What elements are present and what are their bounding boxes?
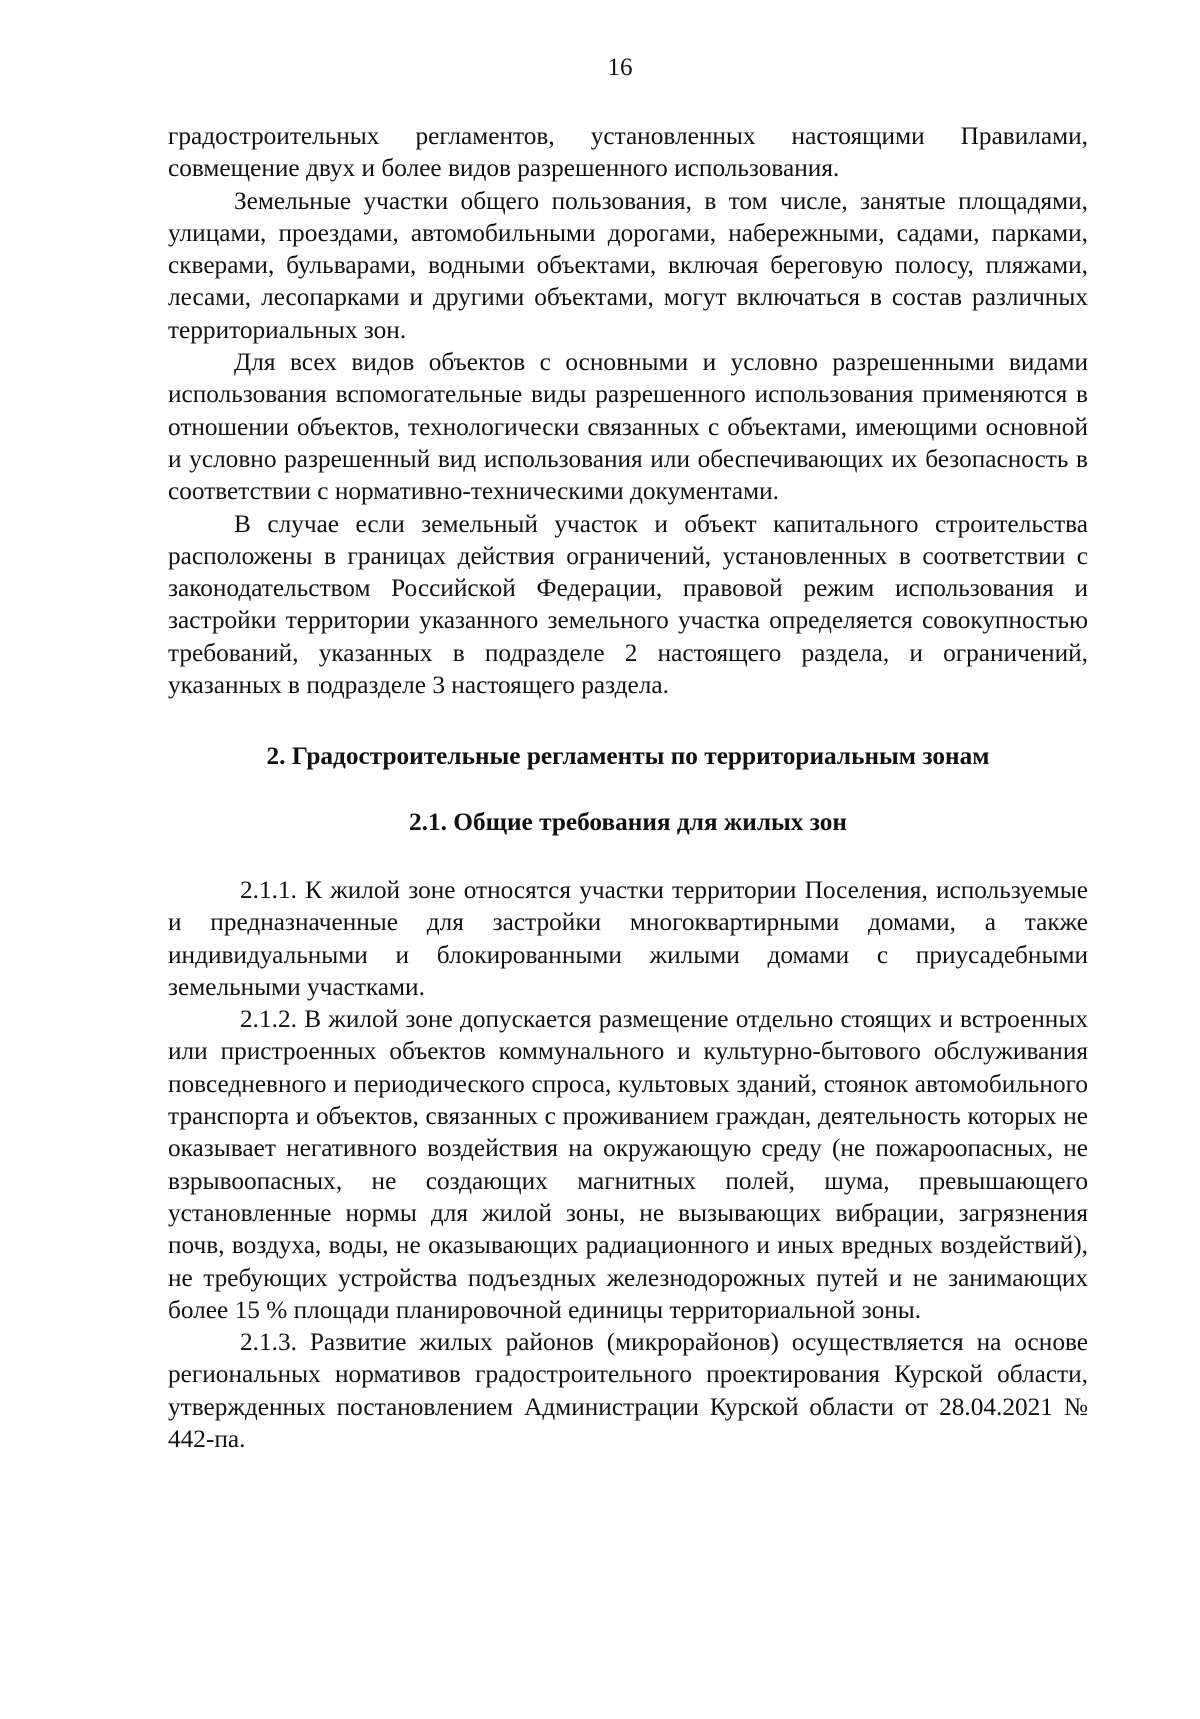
section-heading: 2. Градостроительные регламенты по территориальным зонам: [266, 742, 990, 771]
paragraph-continuation: градостроительных регламентов, установленных настоящими Правилами, совмещение двух и более видов разрешенного использования.: [168, 122, 1088, 183]
page-body: [168, 120, 1088, 1455]
clause-2-1-1: 2.1.1. К жилой зоне относятся участки территории Поселения, используемые и предназначенные для застройки многоквартирными домами, а также индивидуальными и блокированными жилыми домами с приусадебными земельными участками.: [168, 875, 1088, 1001]
paragraph-auxiliary-uses: Для всех видов объектов с основными и условно разрешенными видами использования вспомогательные виды разрешенного использования применяются в отношении объектов, технологически связанных с объектами, имеющими основной и условно разрешенный вид использования или обеспечивающих их безопасность в соответствии с нормативно-техническими документами.: [168, 348, 1088, 506]
paragraph-public-land: Земельные участки общего пользования, в том числе, занятые площадями, улицами, проездами, автомобильными дорогами, набережными, садами, парками, скверами, бульварами, водными объектами, включая береговую полосу, пляжами, лесами, лесопарками и другими объектами, могут включаться в состав различных территориальных зон.: [168, 186, 1088, 344]
clause-2-1-2: 2.1.2. В жилой зоне допускается размещение отдельно стоящих и встроенных или пристроенных объектов коммунального и культурно-бытового обслуживания повседневного и периодического спроса, культовых зданий, стоянок автомобильного транспорта и объектов, связанных с проживанием граждан, деятельность которых не оказывает негативного воздействия на окружающую среду (не пожароопасных, не взрывоопасных, не создающих магнитных полей, шума, превышающего установленные нормы для жилой зоны, не вызывающих вибрации, загрязнения почв, воздуха, воды, не оказывающих радиационного и иных вредных воздействий), не требующих устройства подъездных железнодорожных путей и не занимающих более 15 % площади планировочной единицы территориальной зоны.: [168, 1005, 1088, 1324]
subsection-heading: 2.1. Общие требования для жилых зон: [409, 807, 847, 836]
clause-2-1-3: 2.1.3. Развитие жилых районов (микрорайонов) осуществляется на основе региональных нормативов градостроительного проектирования Курской области, утвержденных постановлением Администрации Курской области от 28.04.2021 № 442-па.: [168, 1328, 1088, 1453]
paragraph-restrictions: В случае если земельный участок и объект капитального строительства расположены в границах действия ограничений, установленных в соответствии с законодательством Российской Федерации, правовой режим использования и застройки территории указанного земельного участка определяется совокупностью требований, указанных в подразделе 2 настоящего раздела, и ограничений, указанных в подразделе 3 настоящего раздела.: [168, 509, 1088, 700]
page-number: 16: [607, 54, 633, 81]
